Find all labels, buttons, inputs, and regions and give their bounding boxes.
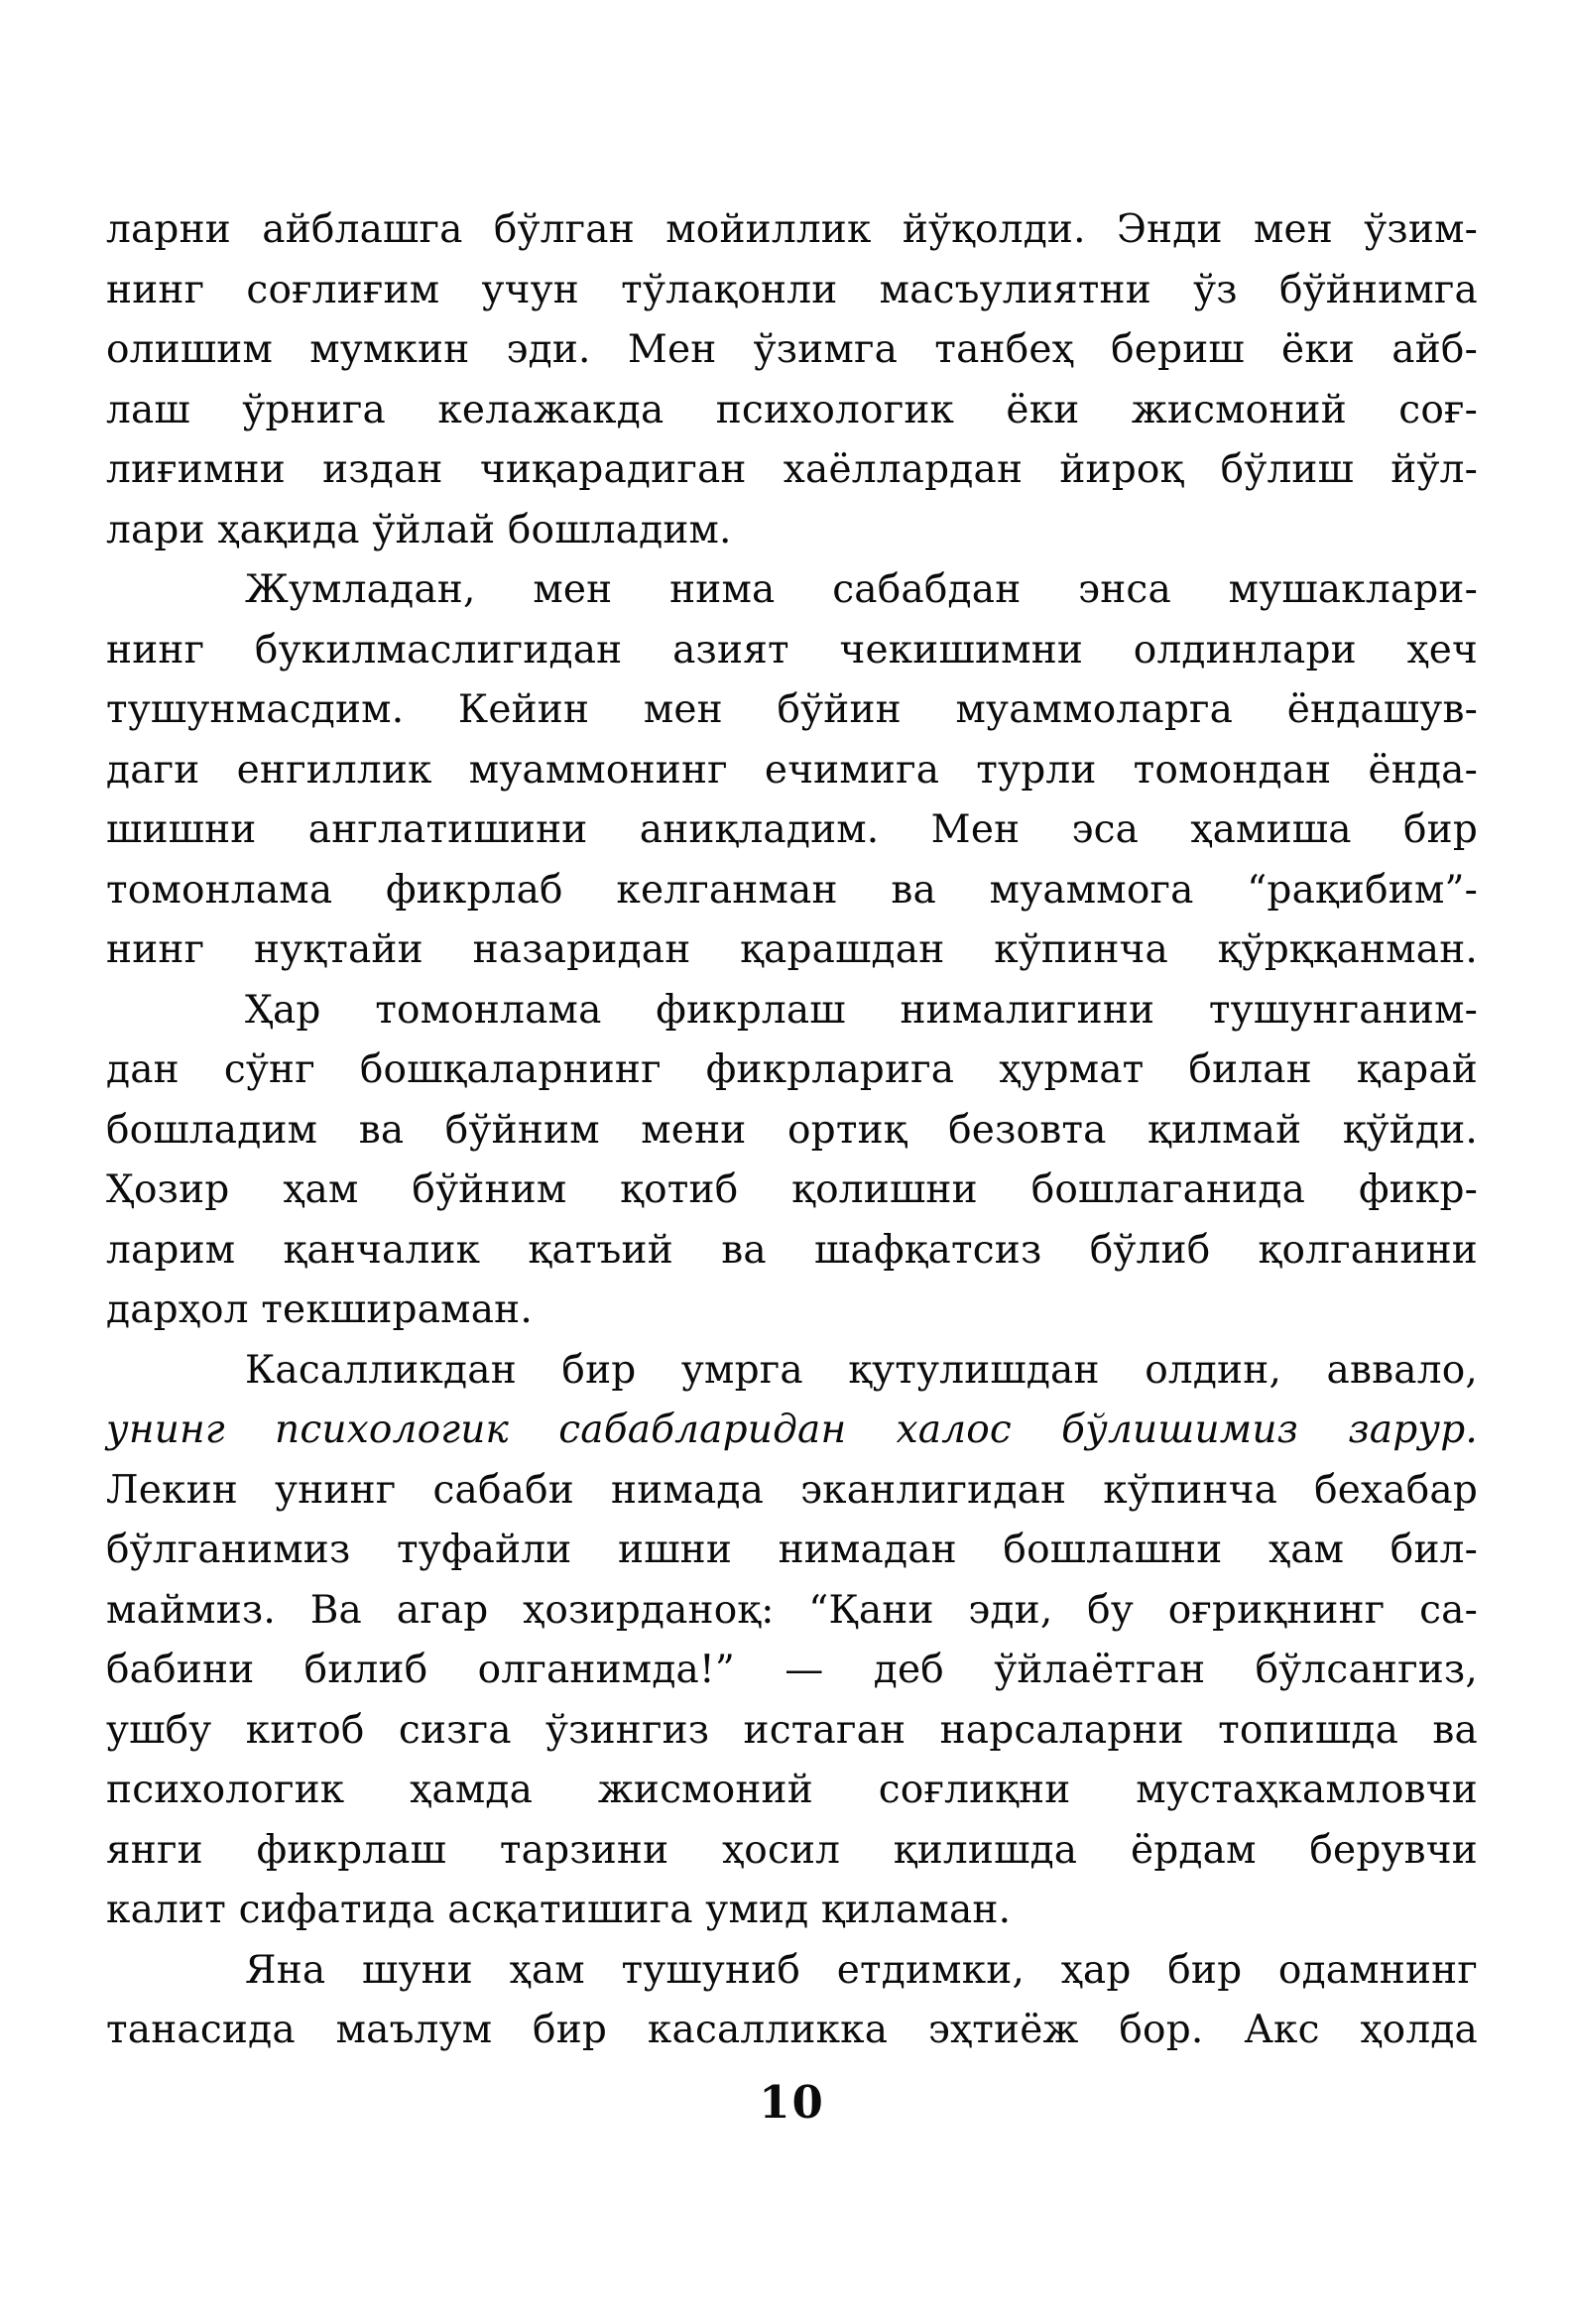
text-line: психологик ҳамда жисмоний соғлиқни мустаҳкамловчи xyxy=(106,1768,1478,1812)
text-line: нинг нуқтайи назаридан қарашдан кўпинча қўрққанман. xyxy=(106,927,1478,972)
text-line: ушбу китоб сизга ўзингиз истаган нарсаларни топишда ва xyxy=(106,1707,1478,1753)
page-text xyxy=(106,200,1478,2061)
text-line: Ҳар томонлама фикрлаш нималигини тушунганим- xyxy=(245,987,1478,1033)
text-line: бабини билиб олганимда!” — деб ўйлаётган бўлсангиз, xyxy=(106,1648,1478,1692)
text-line: янги фикрлаш тарзини ҳосил қилишда ёрдам берувчи xyxy=(106,1827,1478,1873)
text-line: шишни англатишини аниқладим. Мен эса ҳамиша бир xyxy=(106,807,1478,852)
text-line: томонлама фикрлаб келганман ва муаммога “рақибим”- xyxy=(106,867,1478,913)
text-line: ларим қанчалик қатъий ва шафқатсиз бўлиб қолганини xyxy=(106,1227,1478,1273)
text-line: олишим мумкин эди. Мен ўзимга танбеҳ бериш ёки айб- xyxy=(106,327,1478,372)
paragraph xyxy=(106,1941,1478,2061)
paragraph xyxy=(106,560,1478,981)
paragraph xyxy=(106,981,1478,1341)
text-line: лиғимни издан чиқарадиган хаёллардан йироқ бўлиш йўл- xyxy=(106,447,1478,492)
text-line: бошладим ва бўйним мени ортиқ безовта қилмай қўйди. xyxy=(106,1107,1478,1153)
text-line: дан сўнг бошқаларнинг фикрларига ҳурмат билан қарай xyxy=(106,1047,1478,1092)
text-line-italic: унинг психологик сабабларидан халос бўлишимиз зарур. xyxy=(106,1407,1478,1452)
text-line: Ҳозир ҳам бўйним қотиб қолишни бошлаганида фикр- xyxy=(106,1167,1478,1212)
text-line: Яна шуни ҳам тушуниб етдимки, ҳар бир одамнинг xyxy=(245,1947,1478,1993)
paragraph xyxy=(106,1341,1478,1941)
text-line: танасида маълум бир касалликка эҳтиёж бор. Акс ҳолда xyxy=(106,2008,1478,2052)
text-line: маймиз. Ва агар ҳозирданоқ: “Қани эди, бу оғриқнинг са- xyxy=(106,1587,1478,1633)
text-line: лаш ўрнига келажакда психологик ёки жисмоний соғ- xyxy=(106,387,1478,432)
text-line: Жумладан, мен нима сабабдан энса мушаклари- xyxy=(245,567,1478,612)
text-line: бўлганимиз туфайли ишни нимадан бошлашни ҳам бил- xyxy=(106,1528,1478,1572)
text-line: даги енгиллик муаммонинг ечимига турли томондан ёнда- xyxy=(106,747,1478,793)
text-line: нинг букилмаслигидан азият чекишимни олдинлари ҳеч xyxy=(106,627,1478,673)
page-number: 10 xyxy=(759,2076,825,2129)
text-line: Лекин унинг сабаби нимада эканлигидан кўпинча бехабар xyxy=(106,1467,1478,1513)
text-line: дарҳол текшираман. xyxy=(106,1287,533,1332)
text-line: тушунмасдим. Кейин мен бўйин муаммоларга ёндашув- xyxy=(106,687,1478,732)
text-line: Касалликдан бир умрга қутулишдан олдин, аввало, xyxy=(245,1347,1478,1393)
text-line: лари ҳақида ўйлай бошладим. xyxy=(106,507,732,552)
text-line: нинг соғлиғим учун тўлақонли масъулиятни ўз бўйнимга xyxy=(106,267,1478,312)
text-line: ларни айблашга бўлган мойиллик йўқолди. Энди мен ўзим- xyxy=(106,207,1478,252)
paragraph xyxy=(106,200,1478,560)
text-line: калит сифатида асқатишига умид қиламан. xyxy=(106,1888,1012,1932)
